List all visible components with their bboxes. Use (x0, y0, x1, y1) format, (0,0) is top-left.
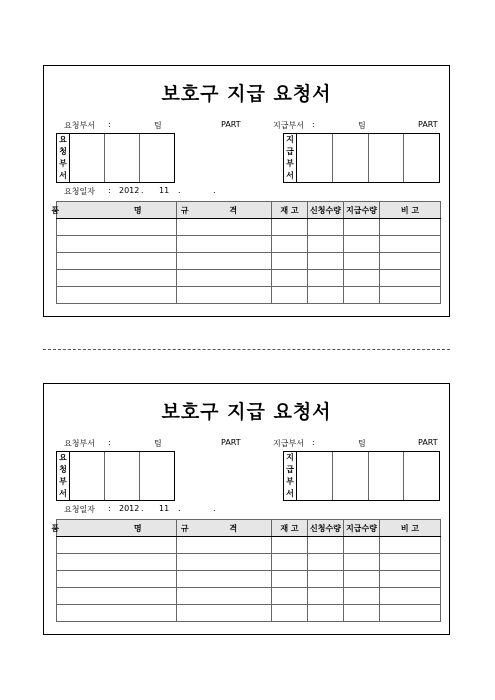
table-cell[interactable] (380, 588, 441, 605)
part-label: PART (221, 120, 241, 129)
table-cell[interactable] (272, 270, 308, 287)
table-cell[interactable] (380, 253, 441, 270)
part-label: PART (418, 120, 438, 129)
table-cell[interactable] (177, 605, 272, 622)
label-char: 지 (286, 453, 294, 462)
request-dept-label: 요청부서 (64, 439, 95, 448)
col-header-stock: 재 고 (272, 202, 308, 219)
table-cell[interactable] (308, 605, 344, 622)
table-cell[interactable] (380, 554, 441, 571)
part-label: PART (221, 438, 241, 447)
label-char: 서 (59, 489, 67, 498)
colon: : (108, 186, 111, 195)
table-cell[interactable] (177, 236, 272, 253)
table-cell[interactable] (380, 287, 441, 304)
signature-cell[interactable] (297, 452, 333, 500)
supply-dept-label: 지급부서 (273, 439, 304, 448)
col-header-item-name: 품 명 (57, 202, 177, 219)
item-table (51, 519, 441, 622)
col-header-requested-qty: 신청수량 (308, 202, 344, 219)
col-header-item-name: 품 명 (57, 520, 177, 537)
label-char: 청 (59, 465, 67, 474)
label-char: 서 (286, 171, 294, 180)
label-char: 부 (286, 159, 294, 168)
table-cell[interactable] (177, 537, 272, 554)
col-header-stock: 재 고 (272, 520, 308, 537)
request-form-2 (43, 383, 450, 635)
request-approval-label (57, 452, 70, 500)
table-row (57, 236, 441, 253)
table-cell[interactable] (272, 219, 308, 236)
table-cell[interactable] (57, 219, 177, 236)
table-cell[interactable] (177, 554, 272, 571)
table-cell[interactable] (308, 537, 344, 554)
table-cell[interactable] (380, 571, 441, 588)
col-header-spec: 규 격 (177, 202, 272, 219)
table-cell[interactable] (272, 571, 308, 588)
table-cell[interactable] (344, 588, 380, 605)
table-cell[interactable] (272, 537, 308, 554)
signature-cell[interactable] (369, 452, 405, 500)
signature-cell[interactable] (333, 134, 369, 182)
table-cell[interactable] (272, 554, 308, 571)
table-cell[interactable] (380, 270, 441, 287)
table-cell[interactable] (344, 219, 380, 236)
table-row (57, 588, 441, 605)
table-cell[interactable] (177, 219, 272, 236)
label-char: 지 (286, 135, 294, 144)
supply-approval-label (284, 452, 297, 500)
table-cell[interactable] (380, 537, 441, 554)
date-dot: . (213, 504, 216, 513)
table-row (57, 270, 441, 287)
supply-approval-box (283, 133, 440, 183)
date-year: 2012 (119, 186, 140, 195)
signature-cell[interactable] (105, 452, 140, 500)
table-header-row (57, 520, 441, 537)
label-char: 서 (286, 489, 294, 498)
label-char: 급 (286, 147, 294, 156)
table-cell[interactable] (272, 287, 308, 304)
table-cell[interactable] (272, 588, 308, 605)
table-cell[interactable] (308, 270, 344, 287)
table-cell[interactable] (177, 287, 272, 304)
team-label: 팀 (154, 121, 162, 130)
date-label: 요청일자 (64, 505, 95, 514)
table-cell[interactable] (308, 236, 344, 253)
item-table (51, 201, 441, 304)
table-cell[interactable] (272, 605, 308, 622)
table-cell[interactable] (344, 287, 380, 304)
table-cell[interactable] (57, 605, 177, 622)
table-cell[interactable] (380, 219, 441, 236)
date-dot: . (178, 186, 181, 195)
team-label: 팀 (154, 439, 162, 448)
table-cell[interactable] (57, 537, 177, 554)
date-label: 요청일자 (64, 187, 95, 196)
table-cell[interactable] (308, 219, 344, 236)
cut-line-divider (43, 349, 450, 350)
table-row (57, 253, 441, 270)
date-dot: . (178, 504, 181, 513)
table-cell[interactable] (57, 588, 177, 605)
date-dot: . (141, 186, 144, 195)
signature-cell[interactable] (105, 134, 140, 182)
date-month: 11 (159, 504, 170, 513)
label-char: 요 (59, 135, 67, 144)
table-cell[interactable] (344, 253, 380, 270)
date-dot: . (213, 186, 216, 195)
col-header-supplied-qty: 지급수량 (344, 520, 380, 537)
request-approval-box (56, 451, 175, 501)
signature-cell[interactable] (70, 452, 105, 500)
supply-approval-label (284, 134, 297, 182)
label-char: 청 (59, 147, 67, 156)
supply-approval-box (283, 451, 440, 501)
table-cell[interactable] (308, 571, 344, 588)
signature-cell[interactable] (404, 452, 439, 500)
label-char: 부 (59, 159, 67, 168)
colon: : (108, 120, 111, 129)
request-approval-label (57, 134, 70, 182)
table-cell[interactable] (177, 253, 272, 270)
colon: : (108, 504, 111, 513)
table-row (57, 571, 441, 588)
label-char: 부 (59, 477, 67, 486)
col-header-spec: 규 격 (177, 520, 272, 537)
table-row (57, 287, 441, 304)
signature-cell[interactable] (70, 134, 105, 182)
table-cell[interactable] (308, 554, 344, 571)
form-title: 보호구 지급 요청서 (161, 83, 332, 105)
col-header-supplied-qty: 지급수량 (344, 202, 380, 219)
table-cell[interactable] (344, 605, 380, 622)
colon: : (312, 438, 315, 447)
date-month: 11 (159, 186, 170, 195)
table-cell[interactable] (380, 605, 441, 622)
table-cell[interactable] (344, 537, 380, 554)
signature-cell[interactable] (297, 134, 333, 182)
table-row (57, 537, 441, 554)
form-title: 보호구 지급 요청서 (161, 401, 332, 423)
table-cell[interactable] (380, 236, 441, 253)
table-row (57, 219, 441, 236)
table-row (57, 554, 441, 571)
colon: : (312, 120, 315, 129)
table-cell[interactable] (57, 236, 177, 253)
part-label: PART (418, 438, 438, 447)
table-cell[interactable] (177, 588, 272, 605)
table-cell[interactable] (57, 571, 177, 588)
table-cell[interactable] (272, 236, 308, 253)
table-cell[interactable] (272, 253, 308, 270)
date-dot: . (141, 504, 144, 513)
table-cell[interactable] (344, 270, 380, 287)
table-row (57, 605, 441, 622)
label-char: 요 (59, 453, 67, 462)
label-char: 부 (286, 477, 294, 486)
supply-dept-label: 지급부서 (273, 121, 304, 130)
col-header-remarks: 비 고 (380, 202, 441, 219)
signature-cell[interactable] (140, 134, 174, 182)
date-year: 2012 (119, 504, 140, 513)
table-cell[interactable] (177, 571, 272, 588)
signature-cell[interactable] (333, 452, 369, 500)
table-cell[interactable] (308, 253, 344, 270)
signature-cell[interactable] (404, 134, 439, 182)
colon: : (108, 438, 111, 447)
team-label: 팀 (358, 439, 366, 448)
table-cell[interactable] (344, 554, 380, 571)
table-cell[interactable] (308, 588, 344, 605)
table-cell[interactable] (344, 236, 380, 253)
label-char: 서 (59, 171, 67, 180)
team-label: 팀 (358, 121, 366, 130)
table-cell[interactable] (177, 270, 272, 287)
table-cell[interactable] (344, 571, 380, 588)
table-cell[interactable] (57, 270, 177, 287)
table-cell[interactable] (57, 287, 177, 304)
request-approval-box (56, 133, 175, 183)
table-cell[interactable] (57, 554, 177, 571)
table-cell[interactable] (308, 287, 344, 304)
label-char: 급 (286, 465, 294, 474)
request-dept-label: 요청부서 (64, 121, 95, 130)
col-header-remarks: 비 고 (380, 520, 441, 537)
signature-cell[interactable] (369, 134, 405, 182)
table-cell[interactable] (57, 253, 177, 270)
signature-cell[interactable] (140, 452, 174, 500)
request-form-1 (43, 65, 450, 317)
col-header-requested-qty: 신청수량 (308, 520, 344, 537)
table-header-row (57, 202, 441, 219)
